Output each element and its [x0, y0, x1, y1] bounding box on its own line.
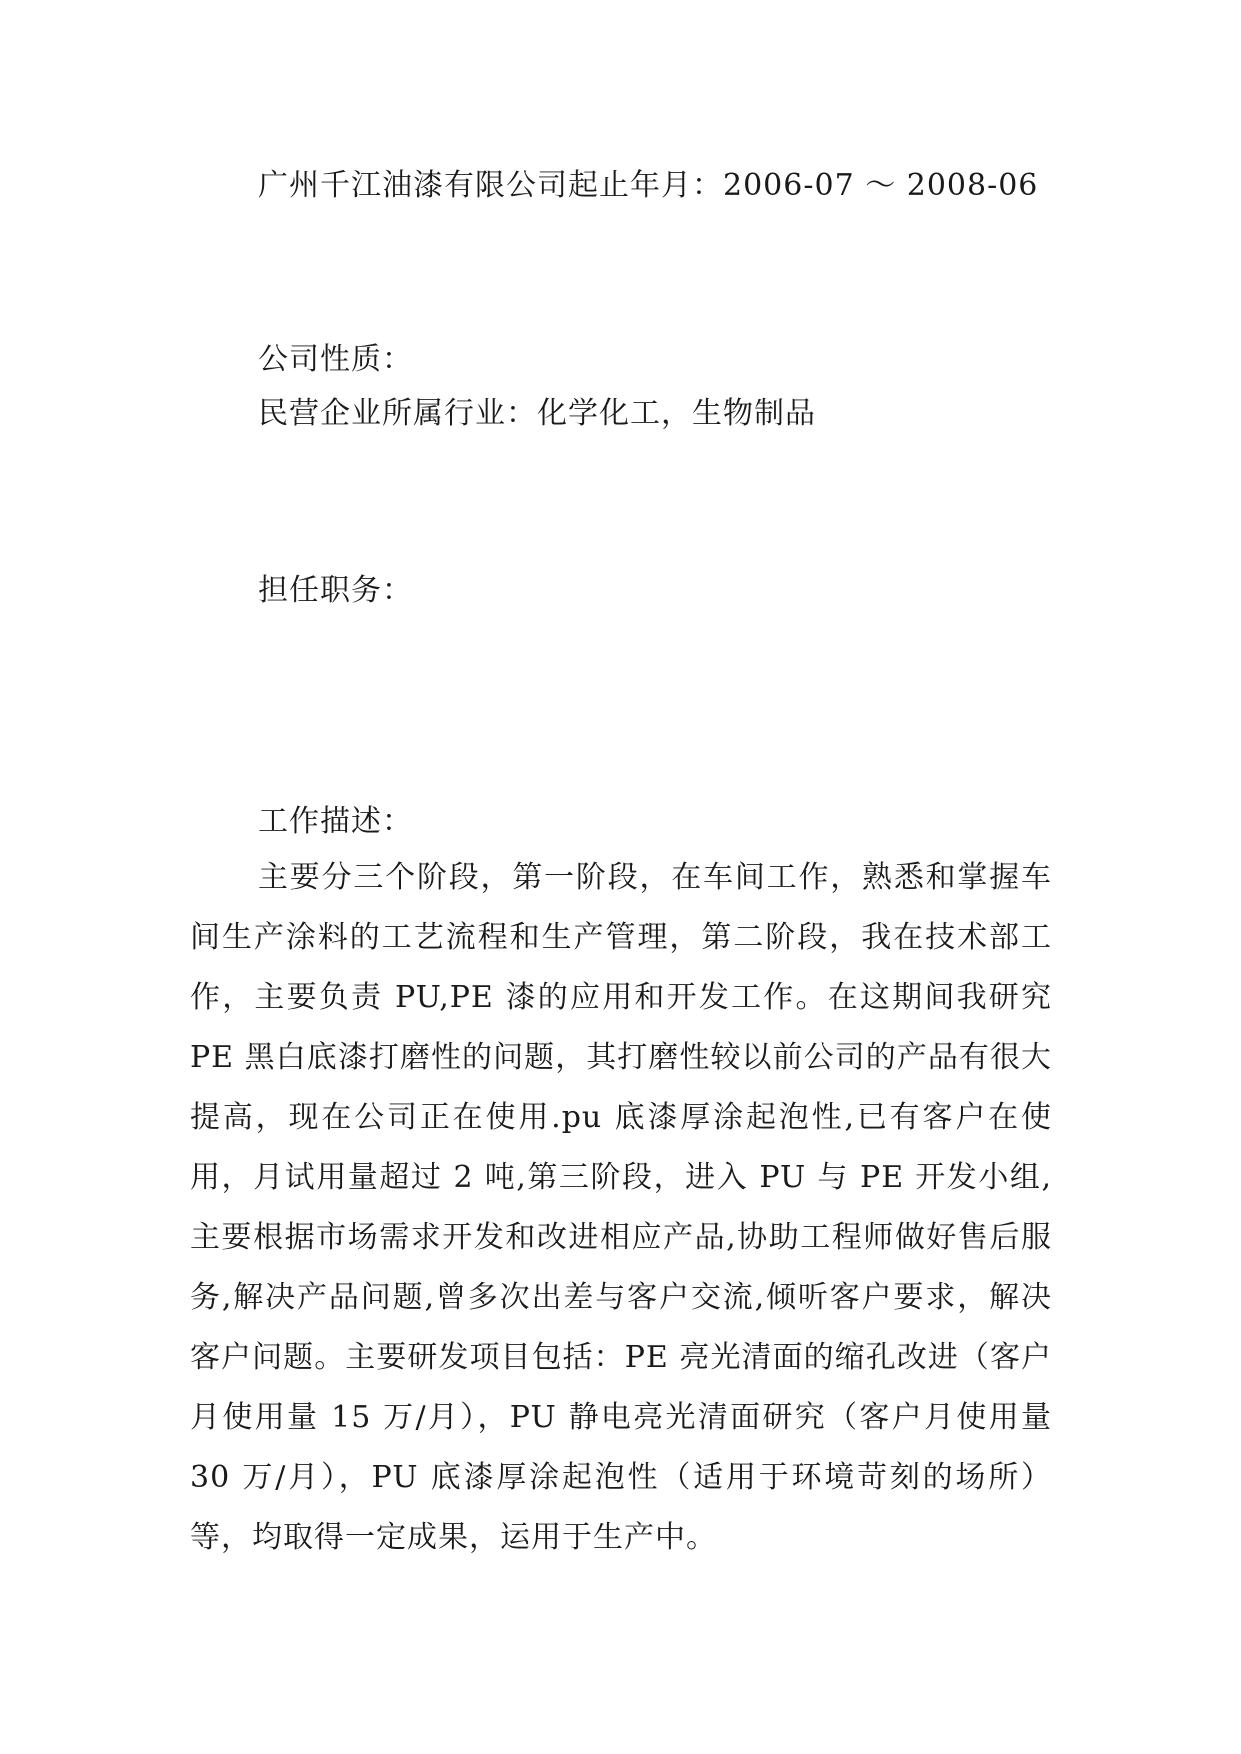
work-description-text: 主要分三个阶段，第一阶段，在车间工作，熟悉和掌握车间生产涂料的工艺流程和生产管理，第二阶段，我在技术部工作，主要负责 PU,PE 漆的应用和开发工作。在这期间我研究 PE 黑白底漆打磨性的问题，其打磨性较以前公司的产品有很大提高，现在公司正在使用.pu 底漆厚涂起泡性,已有客户在使用，月试用量超过 2 吨,第三阶段，进入 PU 与 PE 开发小组,主要根据市场需求开发和改进相应产品,协助工程师做好售后服务,解决产品问题,曾多次出差与客户交流,倾听客户要求，解决客户问题。主要研发项目包括：PE 亮光清面的缩孔改进（客户月使用量 15 万/月），PU 静电亮光清面研究（客户月使用量 30 万/月），PU 底漆厚涂起泡性（适用于环境苛刻的场所）等，均取得一定成果，运用于生产中。: [190, 860, 1052, 1555]
company-nature-label: 公司性质：: [258, 342, 413, 377]
position-label: 担任职务：: [258, 573, 413, 608]
work-description-label: 工作描述：: [258, 804, 413, 839]
company-line: 广州千江油漆有限公司起止年月：2006-07 ～ 2008-06: [258, 168, 1039, 203]
company-nature-value: 民营企业所属行业：化学化工，生物制品: [258, 396, 816, 431]
